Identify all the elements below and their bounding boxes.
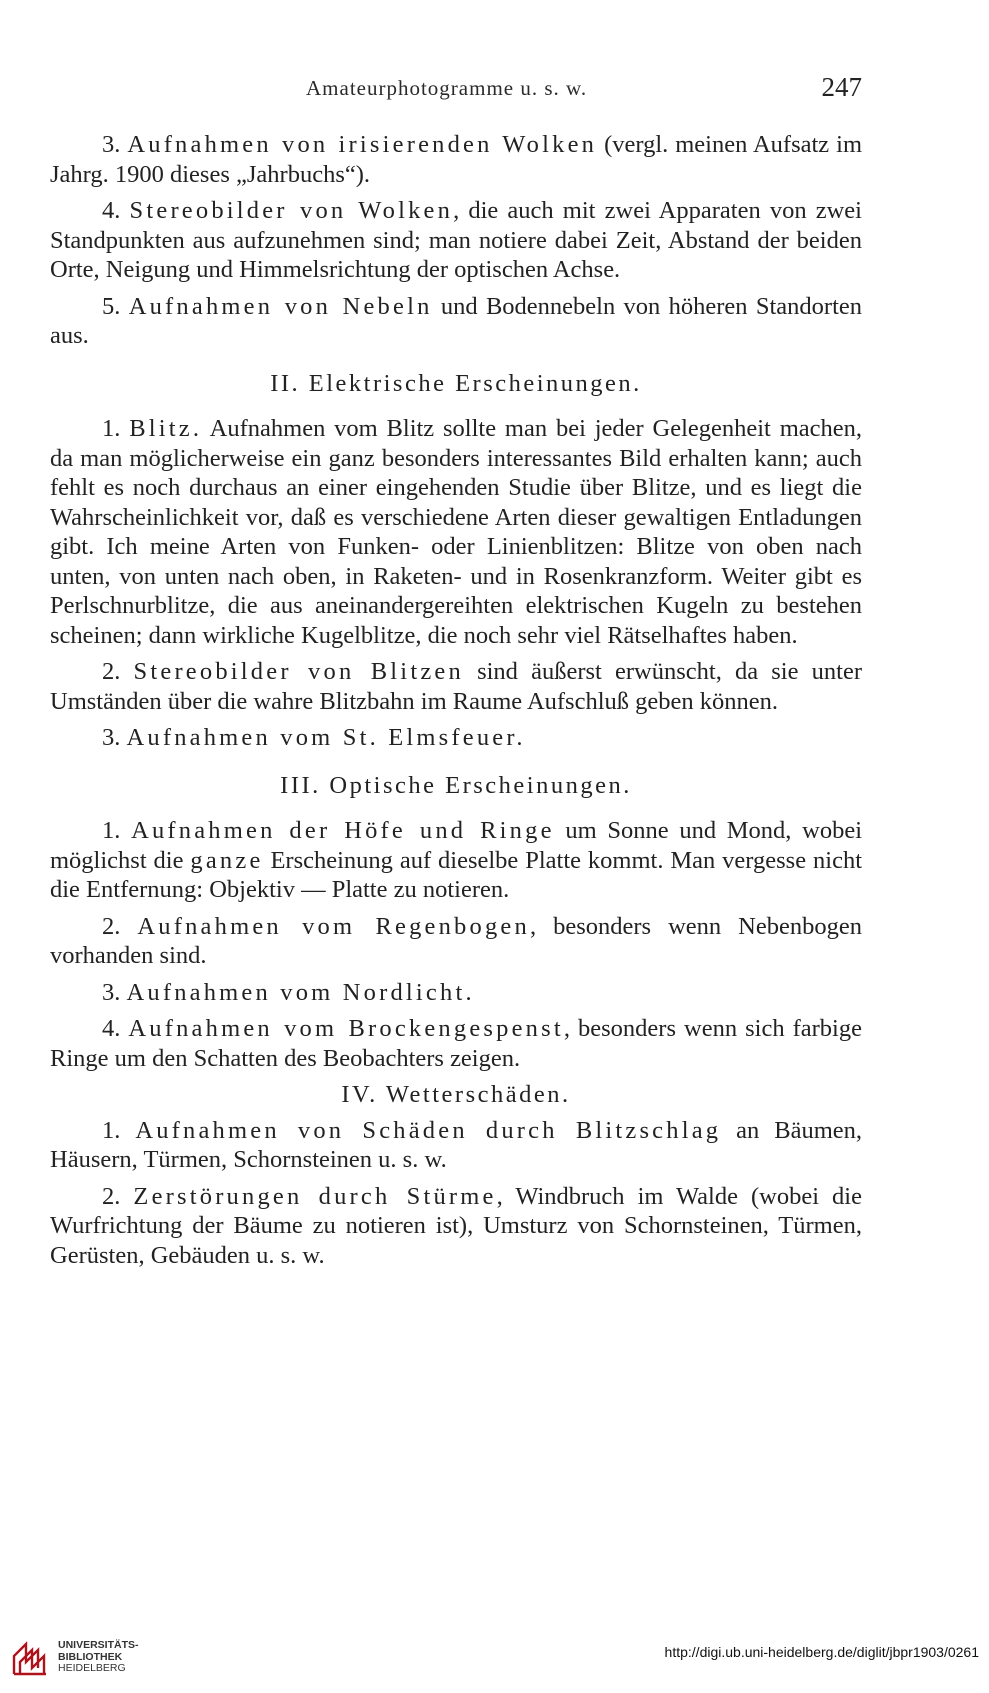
spaced-term: ganze bbox=[190, 846, 264, 874]
paragraph-fog: 5. Aufnahmen von Nebeln und Bodennebeln von höheren Standorten aus. bbox=[50, 292, 863, 349]
body-text bbox=[50, 130, 862, 1277]
spaced-term: Aufnahmen von Nebeln bbox=[128, 292, 433, 320]
paragraph-storm-damage: 2. Zerstörungen durch Stürme, Windbruch im Walde (wobei die Wurfrichtung der Bäume zu notieren ist), Umsturz von Schornsteinen, Türmen, Gerüsten, Gebäuden u. s. w. bbox=[50, 1182, 862, 1269]
spaced-term: Aufnahmen der Höfe und Ringe bbox=[131, 817, 555, 844]
spaced-term: Aufnahmen vom Brockengespenst bbox=[128, 1015, 564, 1042]
paragraph-clouds-stereo: 4. Stereobilder von Wolken, die auch mit zwei Apparaten von zwei Standpunkten aus aufzunehmen sind; man notiere dabei Zeit, Abstand der beiden Orte, Neigung und Himmelsrichtung der optischen Achse. bbox=[50, 197, 862, 283]
paragraph-lightning: 1. Blitz. Aufnahmen vom Blitz sollte man bei jeder Gelegenheit machen, da man möglicherweise ein ganz besonders interessantes Bild erhalten kann; auch fehlt es noch durchaus an einer eingehenden Studie über Blitze, und es liegt die Wahrscheinlichkeit vor, daß es verschiedene Arten dieser gewaltigen Entladungen gibt. Ich meine Arten von Funken- oder Linienblitzen: Blitze von oben nach unten, von unten nach oben, in Raketen- und in Rosenkranzform. Weiter gibt es Perlschnurblitze, die aus aneinandergereihten elektrischen Kugeln zu bestehen scheinen; dann wirkliche Kugelblitze, die noch sehr viel Rätselhaftes haben. bbox=[50, 415, 863, 649]
paragraph-lightning-stereo: 2. Stereobilder von Blitzen sind äußerst erwünscht, da sie unter Umständen über die wahre Blitzbahn im Raume Aufschluß geben können. bbox=[50, 658, 862, 715]
spaced-term: Aufnahmen vom St. Elmsfeuer. bbox=[126, 724, 526, 751]
spaced-term: Blitz. bbox=[129, 415, 203, 442]
paragraph-st-elmo: 3. Aufnahmen vom St. Elmsfeuer. bbox=[102, 724, 526, 751]
spaced-term: Aufnahmen vom Regenbogen bbox=[137, 912, 530, 940]
paragraph-clouds-iridescent: 3. Aufnahmen von irisierenden Wolken (vergl. meinen Aufsatz im Jahrg. 1900 dieses „Jahrbuchs“). bbox=[50, 131, 862, 188]
spaced-term: Aufnahmen von Schäden durch Blitzschlag bbox=[135, 1116, 722, 1144]
library-name: UNIVERSITÄTS- BIBLIOTHEK HEIDELBERG bbox=[58, 1639, 139, 1674]
digitization-footer bbox=[0, 1628, 989, 1688]
page-header bbox=[50, 72, 862, 112]
paragraph-aurora: 3. Aufnahmen vom Nordlicht. bbox=[102, 978, 475, 1006]
spaced-term: Stereobilder von Blitzen bbox=[133, 658, 464, 685]
spaced-term: Zerstörungen durch Stürme bbox=[133, 1182, 497, 1210]
spaced-term: Aufnahmen von irisierenden Wolken bbox=[127, 131, 598, 158]
section-heading-electric: II. Elektrische Erscheinungen. bbox=[270, 369, 642, 397]
page-number: 247 bbox=[821, 72, 862, 102]
spaced-term: Stereobilder von Wolken bbox=[129, 197, 454, 224]
paragraph-brocken-spectre: 4. Aufnahmen vom Brockengespenst, besonders wenn sich farbige Ringe um den Schatten des Beobachters zeigen. bbox=[50, 1015, 862, 1072]
ub-heidelberg-logo-icon bbox=[12, 1636, 48, 1676]
source-url-link[interactable]: http://digi.ub.uni-heidelberg.de/diglit/jbpr1903/0261 bbox=[664, 1644, 979, 1660]
section-heading-optical: III. Optische Erscheinungen. bbox=[280, 771, 632, 799]
section-heading-weather-damage: IV. Wetterschäden. bbox=[341, 1081, 571, 1108]
paragraph-lightning-damage: 1. Aufnahmen von Schäden durch Blitzschlag an Bäumen, Häusern, Türmen, Schornsteinen u. s. w. bbox=[50, 1116, 863, 1173]
running-head: Amateurphotogramme u. s. w. bbox=[306, 76, 588, 100]
spaced-term: Aufnahmen vom Nordlicht. bbox=[126, 978, 475, 1006]
paragraph-halos: 1. Aufnahmen der Höfe und Ringe um Sonne und Mond, wobei möglichst die ganze Erscheinung auf dieselbe Platte kommt. Man vergesse nicht die Entfernung: Objektiv — Platte zu notieren. bbox=[50, 817, 863, 903]
paragraph-rainbow: 2. Aufnahmen vom Regenbogen, besonders wenn Nebenbogen vorhanden sind. bbox=[50, 912, 863, 969]
